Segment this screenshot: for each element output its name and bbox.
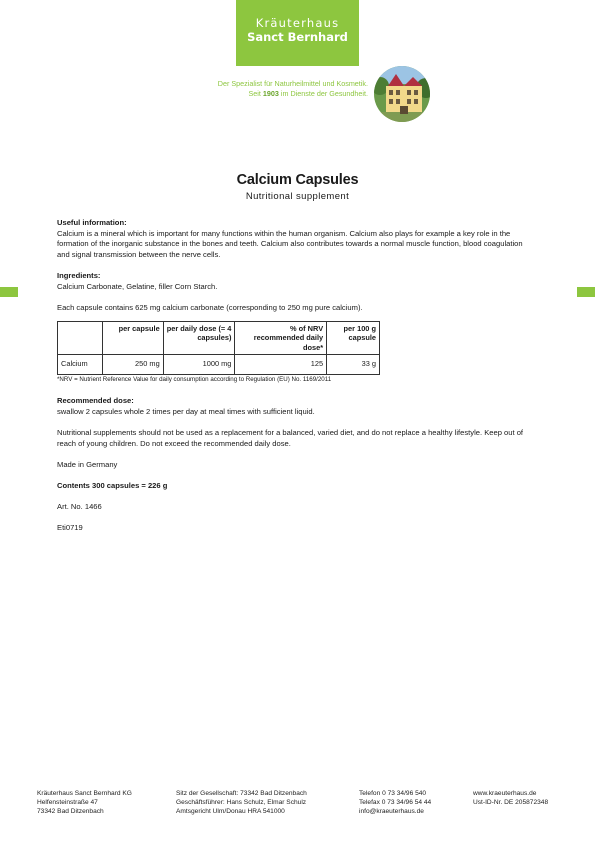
footer-line: Geschäftsführer: Hans Schulz, Elmar Schulz bbox=[176, 798, 307, 806]
table-cell: 33 g bbox=[327, 355, 380, 375]
table-header: per 100 g capsule bbox=[327, 322, 380, 355]
table-row bbox=[58, 355, 380, 375]
dose-heading: Recommended dose: bbox=[57, 396, 134, 406]
table-header-row bbox=[58, 322, 380, 355]
building-photo bbox=[374, 66, 430, 122]
brand-tagline bbox=[178, 79, 368, 99]
footer-line: Kräuterhaus Sanct Bernhard KG bbox=[37, 790, 132, 797]
brand-logo bbox=[236, 0, 359, 66]
warning-text: Nutritional supplements should not be used as a replacement for a balanced, varied diet, and do not replace a healthy lifestyle. Keep out of reach of young children. Do not exceed the recommended daily dose. bbox=[57, 428, 524, 448]
useful-info-heading: Useful information: bbox=[57, 218, 127, 227]
ingredients-heading: Ingredients: bbox=[57, 270, 101, 280]
useful-info-text: Calcium is a mineral which is important for many functions within the human organism. Calcium also plays for example a key role in the formation of the inorganic substance in the bones and teeth. Calcium also contributes towards a normal muscle function, blood coagulation and signal transmission between the nerve cells. bbox=[57, 228, 523, 259]
footer-line: Ust-ID-Nr. DE 205872348 bbox=[473, 798, 549, 806]
footer-email[interactable]: info@kraeuterhaus.de bbox=[359, 807, 424, 815]
footer-line: Telefax 0 73 34/96 54 44 bbox=[359, 798, 432, 806]
footer-line: 73342 Bad Ditzenbach bbox=[37, 807, 104, 815]
logo-line-1: Kräuterhaus bbox=[255, 16, 340, 30]
footer-line: Amtsgericht Ulm/Donau HRA 541000 bbox=[176, 807, 285, 815]
product-title: Calcium Capsules bbox=[236, 172, 359, 188]
table-header: per daily dose (= 4 capsules) bbox=[163, 322, 235, 355]
article-number: Art. No. 1466 bbox=[57, 502, 102, 512]
product-info bbox=[57, 218, 527, 534]
fold-mark-right bbox=[577, 287, 595, 297]
footer-website-link[interactable]: www.kraeuterhaus.de bbox=[473, 790, 537, 797]
table-cell: 250 mg bbox=[102, 355, 163, 375]
table-header bbox=[58, 322, 103, 355]
contents-text: Contents 300 capsules = 226 g bbox=[57, 481, 168, 491]
tagline-pre: Seit bbox=[248, 89, 263, 98]
origin-text: Made in Germany bbox=[57, 459, 118, 469]
nutrition-table bbox=[57, 321, 380, 375]
table-header: % of NRV recommended daily dose* bbox=[235, 322, 327, 355]
fold-mark-left bbox=[0, 287, 18, 297]
footer-address bbox=[37, 790, 132, 816]
tagline-year: 1903 bbox=[262, 89, 279, 98]
tagline-line-2 bbox=[178, 89, 368, 99]
footer-line: Sitz der Gesellschaft: 73342 Bad Ditzenbach bbox=[176, 790, 307, 797]
footer-line: Telefon 0 73 34/96 540 bbox=[359, 790, 427, 797]
logo-line-2: Sanct Bernhard bbox=[247, 30, 348, 44]
dose-text: swallow 2 capsules whole 2 times per day at meal times with sufficient liquid. bbox=[57, 406, 315, 416]
table-cell: Calcium bbox=[58, 355, 103, 375]
footer-line: Helfensteinstraße 47 bbox=[37, 798, 98, 806]
product-subtitle: Nutritional supplement bbox=[245, 191, 350, 202]
nrv-note: *NRV = Nutrient Reference Value for daily consumption according to Regulation (EU) No. 1169/2011 bbox=[57, 376, 332, 384]
capsule-content: Each capsule contains 625 mg calcium carbonate (corresponding to 250 mg pure calcium). bbox=[57, 302, 363, 312]
table-cell: 125 bbox=[235, 355, 327, 375]
footer-web bbox=[473, 790, 548, 808]
footer-legal bbox=[176, 790, 307, 816]
table-cell: 1000 mg bbox=[163, 355, 235, 375]
tagline-line-1: Der Spezialist für Naturheilmittel und Kosmetik. bbox=[217, 79, 368, 88]
tagline-post: im Dienste der Gesundheit. bbox=[278, 89, 368, 98]
table-header: per capsule bbox=[102, 322, 163, 355]
label-code: Eti0719 bbox=[57, 523, 83, 533]
ingredients-text: Calcium Carbonate, Gelatine, filler Corn Starch. bbox=[57, 281, 218, 291]
footer-contact bbox=[359, 790, 431, 816]
